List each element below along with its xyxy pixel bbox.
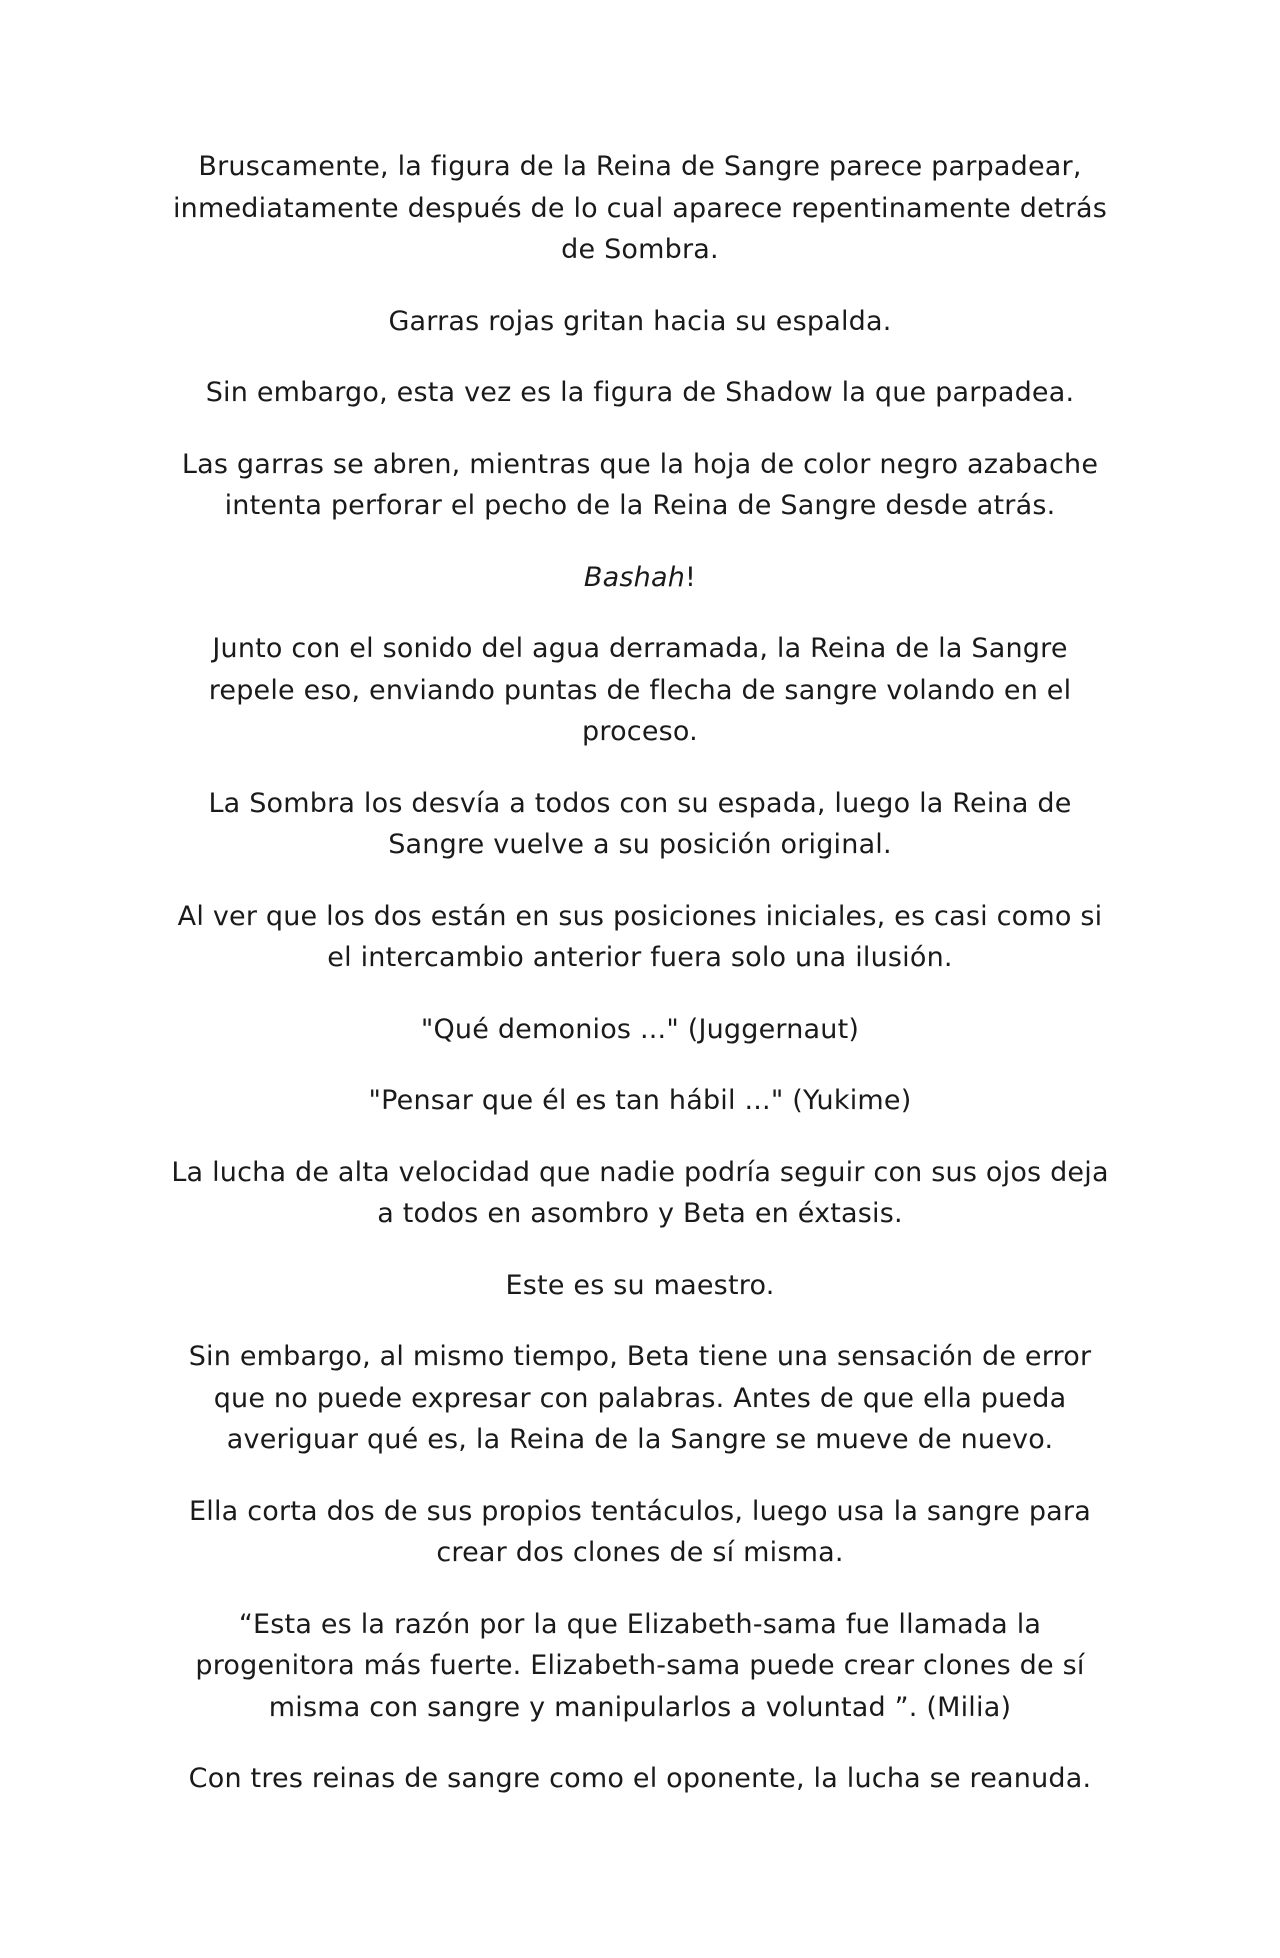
sound-effect-word: Bashah xyxy=(583,561,686,593)
paragraph: Sin embargo, al mismo tiempo, Beta tiene una sensación de error que no puede expresar con palabras. Antes de que ella pueda averiguar qué es, la Reina de la Sangre se mueve de nuevo. xyxy=(188,1341,1092,1455)
paragraph: Al ver que los dos están en sus posiciones iniciales, es casi como si el intercambio anterior fuera solo una ilusión. xyxy=(177,900,1103,973)
sound-effect xyxy=(170,557,1110,599)
paragraph: Bruscamente, la figura de la Reina de Sangre parece parpadear, inmediatamente después de lo cual aparece repentinamente detrás de Sombra. xyxy=(172,151,1108,265)
paragraph: Este es su maestro. xyxy=(505,1269,775,1301)
paragraph: Sin embargo, esta vez es la figura de Shadow la que parpadea. xyxy=(205,377,1075,408)
paragraph: La lucha de alta velocidad que nadie podría seguir con sus ojos deja a todos en asombro y Beta en éxtasis. xyxy=(171,1156,1109,1229)
paragraph: Ella corta dos de sus propios tentáculos, luego usa la sangre para crear dos clones de sí misma. xyxy=(189,1495,1091,1568)
dialogue-line: "Qué demonios ..." (Juggernaut) xyxy=(420,1013,860,1045)
paragraph: Junto con el sonido del agua derramada, la Reina de la Sangre repele eso, enviando puntas de flecha de sangre volando en el proceso. xyxy=(208,633,1072,747)
paragraph: Garras rojas gritan hacia su espalda. xyxy=(388,305,892,337)
paragraph: Con tres reinas de sangre como el oponente, la lucha se reanuda. xyxy=(188,1763,1092,1794)
paragraph: La Sombra los desvía a todos con su espada, luego la Reina de Sangre vuelve a su posición original. xyxy=(208,787,1072,860)
sound-effect-punct: ! xyxy=(685,561,697,593)
chapter-text xyxy=(170,146,1110,1830)
paragraph: Las garras se abren, mientras que la hoja de color negro azabache intenta perforar el pecho de la Reina de Sangre desde atrás. xyxy=(181,448,1099,521)
dialogue-line: "Pensar que él es tan hábil ..." (Yukime) xyxy=(368,1085,912,1116)
dialogue-line: “Esta es la razón por la que Elizabeth-sama fue llamada la progenitora más fuerte. Elizabeth-sama puede crear clones de sí misma con sangre y manipularlos a voluntad ”. (Milia) xyxy=(195,1608,1085,1723)
